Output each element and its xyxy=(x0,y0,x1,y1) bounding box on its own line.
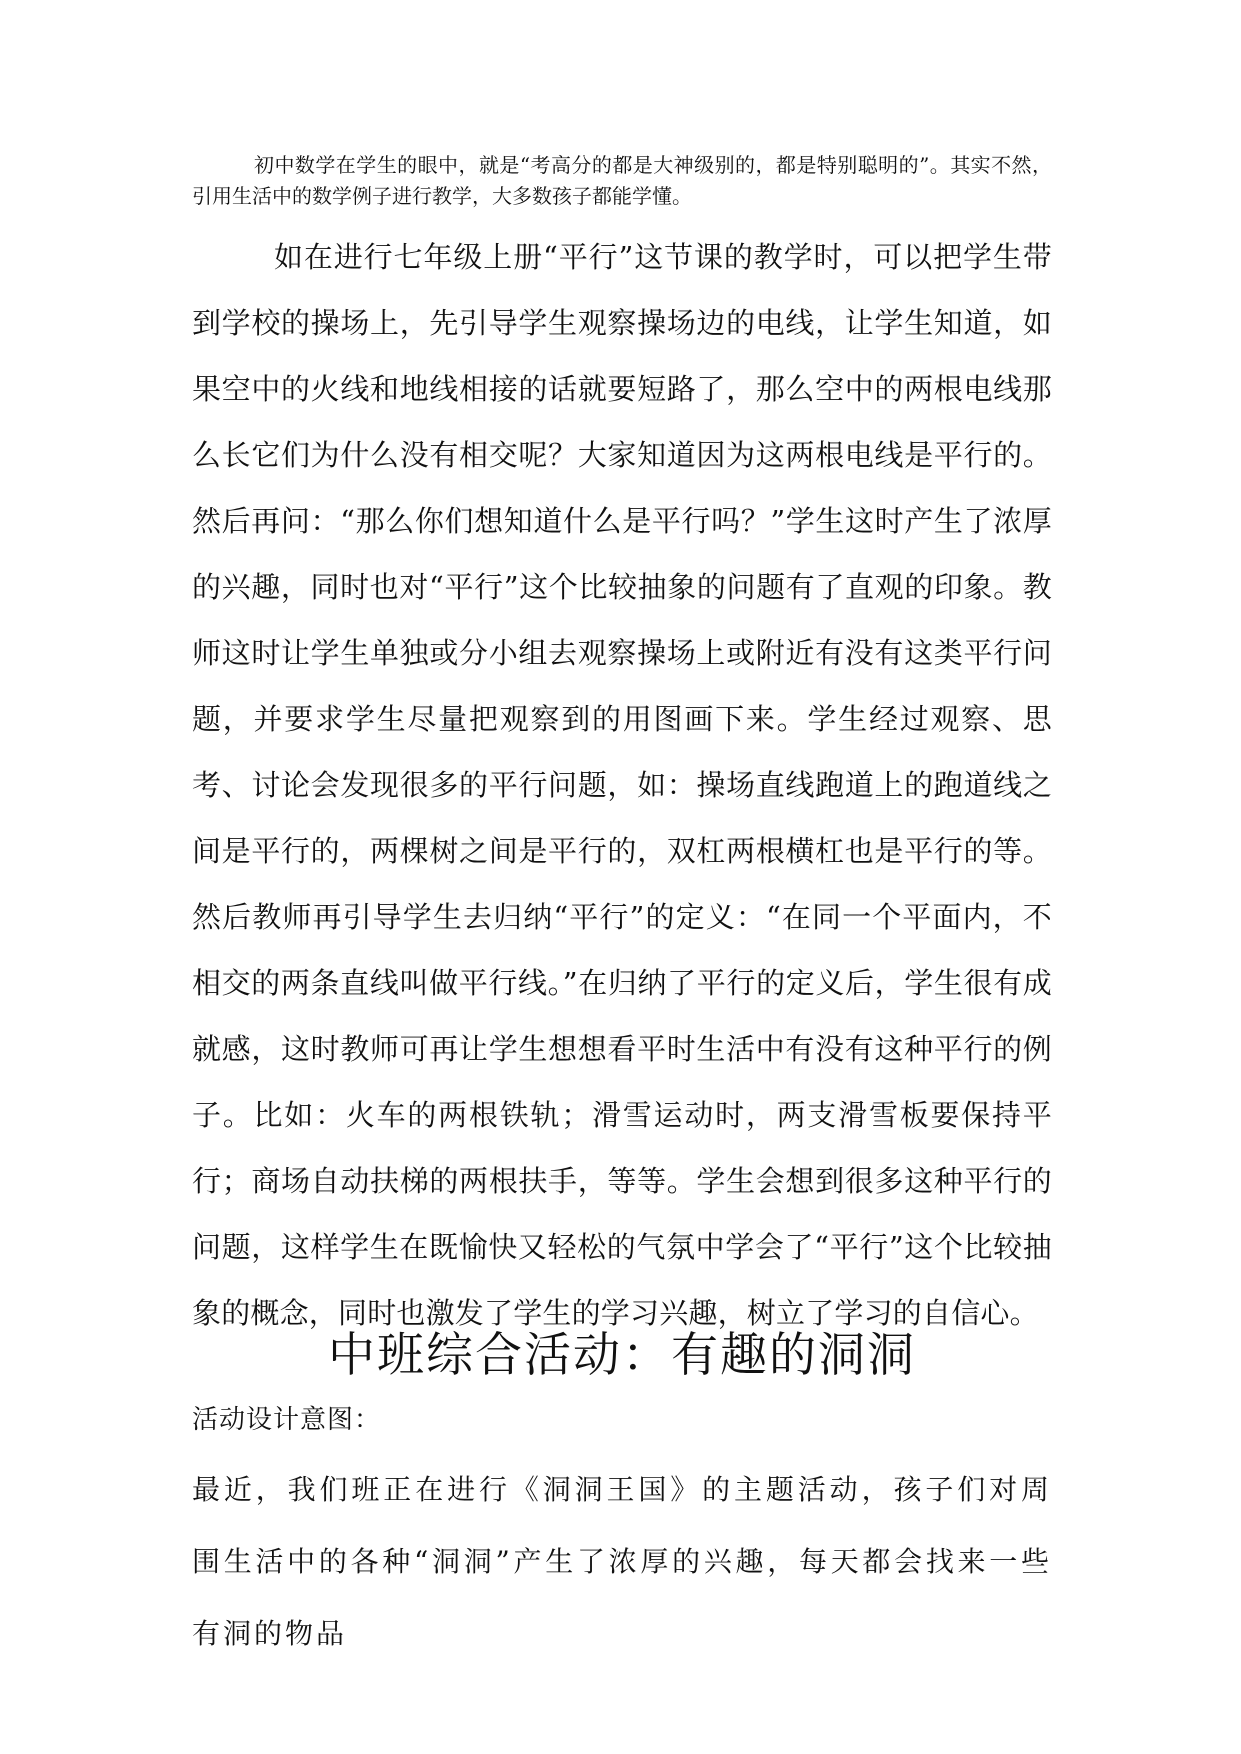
section-title: 中班综合活动：有趣的洞洞 xyxy=(328,1328,916,1383)
intro-paragraph: 初中数学在学生的眼中，就是“考高分的都是大神级别的，都是特别聪明的”。其实不然，引用生活中的数学例子进行教学，大多数孩子都能学懂。 xyxy=(192,153,1052,208)
design-intent-paragraph: 最近，我们班正在进行《洞洞王国》的主题活动，孩子们对周围生活中的各种“洞洞”产生了浓厚的兴趣，每天都会找来一些有洞的物品 xyxy=(192,1473,1052,1650)
design-intent-label: 活动设计意图： xyxy=(192,1405,382,1435)
main-paragraph: 如在进行七年级上册“平行”这节课的教学时，可以把学生带到学校的操场上，先引导学生观察操场边的电线，让学生知道，如果空中的火线和地线相接的话就要短路了，那么空中的两根电线那么长它们为什么没有相交呢？大家知道因为这两根电线是平行的。然后再问：“那么你们想知道什么是平行吗？”学生这时产生了浓厚的兴趣，同时也对“平行”这个比较抽象的问题有了直观的印象。教师这时让学生单独或分小组去观察操场上或附近有没有这类平行问题，并要求学生尽量把观察到的用图画下来。学生经过观察、思考、讨论会发现很多的平行问题，如：操场直线跑道上的跑道线之间是平行的，两棵树之间是平行的，双杠两根横杠也是平行的等。然后教师再引导学生去归纳“平行”的定义：“在同一个平面内，不相交的两条直线叫做平行线。”在归纳了平行的定义后，学生很有成就感，这时教师可再让学生想想看平时生活中有没有这种平行的例子。比如：火车的两根铁轨；滑雪运动时，两支滑雪板要保持平行；商场自动扶梯的两根扶手，等等。学生会想到很多这种平行的问题，这样学生在既愉快又轻松的气氛中学会了“平行”这个比较抽象的概念，同时也激发了学生的学习兴趣，树立了学习的自信心。 xyxy=(192,240,1052,1330)
document-page xyxy=(192,0,1052,1754)
